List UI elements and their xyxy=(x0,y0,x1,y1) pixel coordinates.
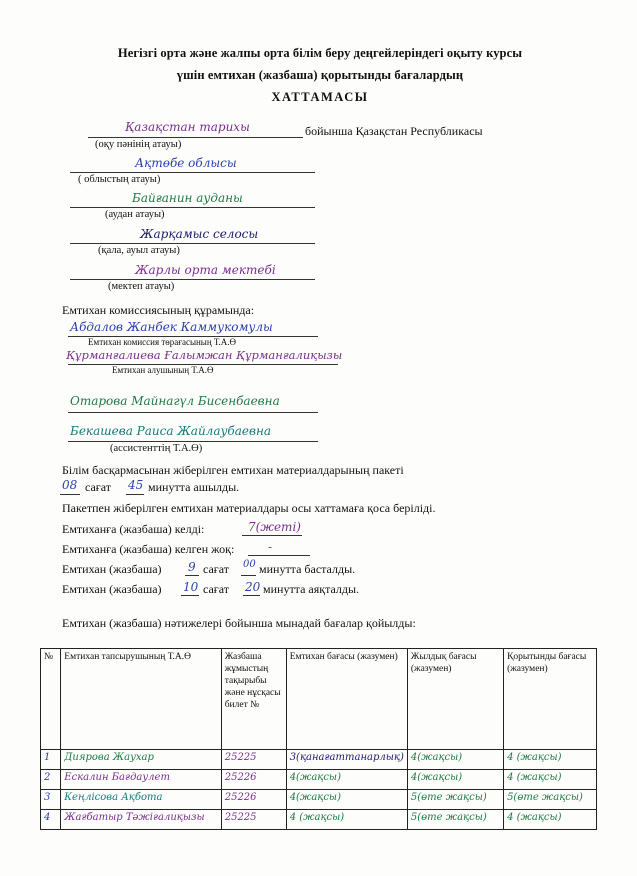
row-4-final: 4 (жақсы) xyxy=(507,812,562,823)
end-minute-rule xyxy=(243,595,260,596)
marks-table xyxy=(40,648,597,830)
row-2-number: 2 xyxy=(44,772,51,783)
table-header-row xyxy=(41,649,597,750)
start-minute: 00 xyxy=(243,559,256,570)
table-row xyxy=(41,810,597,830)
header-year-mark: Жылдық бағасы (жазумен) xyxy=(407,649,503,750)
row-2-year: 4(жақсы) xyxy=(410,772,463,783)
packet-hour-word: сағат xyxy=(85,480,111,494)
start-hour: 9 xyxy=(188,560,196,574)
assistant-caption: (ассистенттің Т.А.Ө) xyxy=(110,443,203,454)
start-hour-word: сағат xyxy=(203,562,229,576)
end-minute: 20 xyxy=(245,580,261,594)
table-row xyxy=(41,790,597,810)
results-line: Емтихан (жазбаша) нәтижелері бойынша мынадай бағалар қойылды: xyxy=(62,616,416,630)
chairman-caption: Емтихан комиссия төрағасының Т.А.Ө xyxy=(88,337,237,347)
header-final-mark: Қорытынды бағасы (жазумен) xyxy=(504,649,597,750)
came-rule xyxy=(242,535,302,536)
header-student-name: Емтихан тапсырушының Т.А.Ө xyxy=(61,649,221,750)
blank-3-handwriting: Байғанин ауданы xyxy=(132,191,243,205)
row-1-number: 1 xyxy=(44,752,51,763)
end-label: Емтихан (жазбаша) xyxy=(62,582,162,596)
row-3-number: 3 xyxy=(44,792,51,803)
receiver-caption: Емтихан алушының Т.А.Ө xyxy=(112,365,214,375)
table-row xyxy=(41,750,597,770)
row-1-exam: 3(қанағаттанарлық) xyxy=(289,752,404,763)
packet-minute-value: 45 xyxy=(128,478,144,492)
blank-2-handwriting: Ақтөбе облысы xyxy=(135,156,237,170)
row-3-final: 5(өте жақсы) xyxy=(507,792,583,803)
page-title xyxy=(60,42,580,108)
title-line-1: Негізгі орта және жалпы орта білім беру деңгейлеріндегі оқыту курсы xyxy=(117,46,523,60)
packet-minute-word: минутта ашылды. xyxy=(148,480,240,494)
commission-intro: Емтихан комиссиясының құрамында: xyxy=(62,303,255,317)
blank-5-caption: (мектеп атауы) xyxy=(108,281,175,292)
end-hour-word: сағат xyxy=(203,582,229,596)
header-theme: Жазбаша жұмыстың тақырыбы және нұсқасы билет № xyxy=(221,649,286,750)
blank-1-rule xyxy=(88,137,303,138)
blank-2-caption: ( облыстың атауы) xyxy=(78,174,161,185)
end-hour-rule xyxy=(181,595,199,596)
table-row xyxy=(41,770,597,790)
blank-1-after-text: бойынша Қазақстан Республикасы xyxy=(305,124,483,138)
blank-2-rule xyxy=(70,172,315,173)
absent-rule xyxy=(248,555,310,556)
blank-3-caption: (аудан атауы) xyxy=(105,209,165,220)
packet-minute-rule xyxy=(126,494,144,495)
row-1-theme: 25225 xyxy=(224,752,257,763)
row-4-exam: 4 (жақсы) xyxy=(289,812,345,823)
row-2-theme: 25226 xyxy=(224,772,257,783)
absent-label: Емтиханға (жазбаша) келген жоқ: xyxy=(62,542,235,556)
receiver-name: Құрманғалиева Ғалымжан Құрманғалиқызы xyxy=(66,348,343,362)
assistant-1-name: Отарова Майнагүл Бисенбаевна xyxy=(70,394,280,408)
start-minute-word: минутта басталды. xyxy=(259,562,356,576)
blank-4-handwriting: Жарқамыс селосы xyxy=(140,227,259,241)
came-label: Емтиханға (жазбаша) келді: xyxy=(62,522,205,536)
start-hour-rule xyxy=(185,575,199,576)
row-2-name: Ескалин Бағдаулет xyxy=(64,772,170,783)
row-2-final: 4 (жақсы) xyxy=(507,772,562,783)
end-hour: 10 xyxy=(183,580,199,594)
start-label: Емтихан (жазбаша) xyxy=(62,562,162,576)
header-exam-mark: Емтихан бағасы (жазумен) xyxy=(286,649,407,750)
assistant-2-rule xyxy=(68,441,318,442)
blank-1-caption: (оқу пәнінің атауы) xyxy=(95,139,182,150)
row-1-name: Диярова Жаухар xyxy=(64,752,154,763)
row-3-year: 5(өте жақсы) xyxy=(410,792,487,803)
blank-5-handwriting: Жарлы орта мектебі xyxy=(135,263,276,277)
end-minute-word: минутта аяқталды. xyxy=(263,582,360,596)
row-1-final: 4 (жақсы) xyxy=(507,752,562,763)
row-3-theme: 25226 xyxy=(224,792,257,803)
row-4-theme: 25225 xyxy=(224,812,257,823)
title-line-3: ХАТТАМАСЫ xyxy=(271,90,369,104)
blank-4-rule xyxy=(70,243,315,244)
blank-1-handwriting: Қазақстан тарихы xyxy=(125,120,250,134)
packet-hour-value: 08 xyxy=(62,478,78,492)
packet-hour-rule xyxy=(60,494,80,495)
assistant-2-name: Бекашева Раиса Жайлаубаевна xyxy=(70,424,272,438)
row-4-year: 5(өте жақсы) xyxy=(410,812,487,823)
blank-3-rule xyxy=(70,207,315,208)
assistant-1-rule xyxy=(68,412,318,413)
row-3-exam: 4(жақсы) xyxy=(289,792,341,803)
blank-4-caption: (қала, ауыл атауы) xyxy=(98,245,180,256)
packet-line: Білім басқармасынан жіберілген емтихан материалдарының пакеті xyxy=(62,463,404,477)
row-4-name: Жағбатыр Тәжіғалиқызы xyxy=(64,812,205,823)
row-2-exam: 4(жақсы) xyxy=(289,772,341,783)
row-4-number: 4 xyxy=(44,812,51,823)
start-minute-rule xyxy=(241,575,256,576)
row-3-name: Кеңлісова Ақбота xyxy=(64,792,163,803)
absent-value: - xyxy=(268,540,273,554)
header-number: № xyxy=(41,649,61,750)
title-line-2: үшін емтихан (жазбаша) қорытынды бағалардың xyxy=(176,68,464,82)
blank-5-rule xyxy=(70,279,315,280)
came-value: 7(жеті) xyxy=(248,520,301,534)
row-1-year: 4(жақсы) xyxy=(410,752,463,763)
attached-line: Пакетпен жіберілген емтихан материалдары осы хаттамаға қоса беріліді. xyxy=(62,501,436,515)
chairman-name: Абдалов Жанбек Каммукомулы xyxy=(70,320,273,334)
